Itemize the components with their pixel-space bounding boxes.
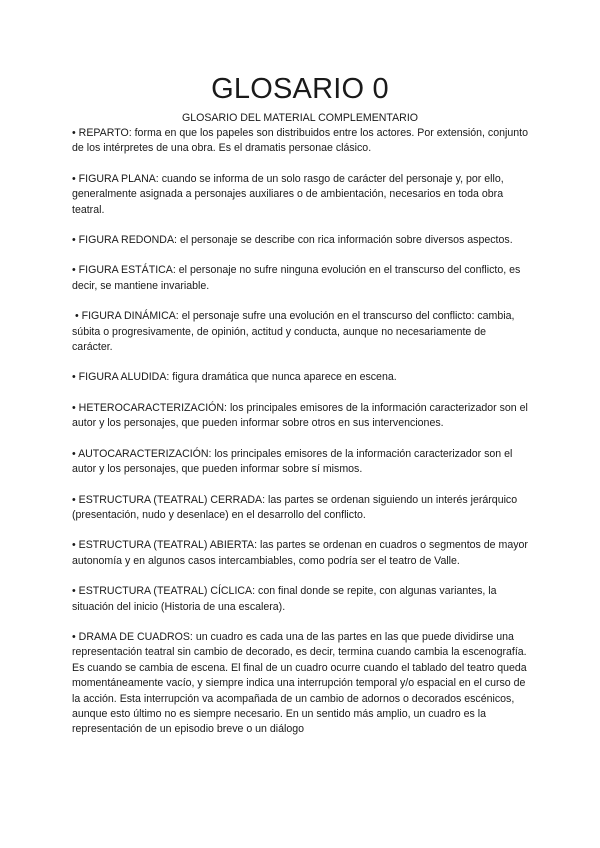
entry-definition: los principales emisores de la información caracterizador son el autor y los personajes, que pueden informar sobre sí mismos. (72, 447, 513, 476)
bullet-icon: • (72, 234, 76, 247)
glossary-entry-figura-dinamica (72, 309, 528, 355)
entry-definition: las partes se ordenan siguiendo un interés jerárquico (presentación, nudo y desenlace) en el desarrollo del conflicto. (72, 493, 518, 521)
entry-definition: un cuadro es cada una de las partes en las que puede dividirse una representación teatral sin cambio de decorado, es decir, termina cuando cambia la escenografía. Es cuando se cambia de escena. El final de un cuadro ocurre cuando el tablado del teatro queda momentáneamente vacío, y siempre indica una interrupción temporal y/o espacial en el curso de la acción. Esta interrupción va acompañada de un cambio de adornos o decorados escénicos, aunque esto último no es siempre necesario. En un sentido más amplio, un cuadro es la representación de un episodio breve o un diálogo (72, 630, 527, 736)
glossary-entry-figura-estatica (72, 263, 528, 294)
entry-term: FIGURA ESTÁTICA: (78, 264, 176, 277)
bullet-icon: • (74, 310, 79, 323)
entry-definition: el personaje no sufre ninguna evolución en el transcurso del conflicto, es decir, se mantiene invariable. (72, 264, 521, 292)
entry-term: DRAMA DE CUADROS: (78, 630, 193, 643)
entry-definition: los principales emisores de la información caracterizador son el autor y los personajes, que pueden informar sobre otros en sus intervenciones. (72, 401, 528, 430)
entry-term: ESTRUCTURA (TEATRAL) CERRADA: (78, 493, 266, 506)
entry-definition: con final donde se repite, con algunas variantes, la situación del inicio (Historia de una escalera). (72, 585, 497, 613)
glossary-entry-drama-de-cuadros (72, 630, 528, 738)
glossary-entry-figura-aludida (72, 370, 528, 385)
entry-definition: cuando se informa de un solo rasgo de carácter del personaje y, por ello, generalmente asignada a personajes auxiliares o de ambientación, necesarios en toda obra teatral. (72, 172, 504, 216)
entry-definition: el personaje sufre una evolución en el transcurso del conflicto: cambia, súbita o progresivamente, de opinión, actitud y conducta, aunque no necesariamente de carácter. (72, 310, 515, 354)
glossary-entry-estructura-abierta (72, 538, 528, 569)
glossary-list (72, 126, 528, 738)
entry-term: REPARTO: (78, 127, 132, 139)
bullet-icon: • (72, 371, 76, 384)
glossary-entry-figura-plana (72, 172, 528, 218)
glossary-entry-estructura-cerrada (72, 493, 528, 524)
bullet-icon: • (72, 172, 76, 185)
entry-term: FIGURA ALUDIDA: (78, 371, 170, 384)
page-title: GLOSARIO 0 (211, 73, 389, 105)
bullet-icon: • (72, 630, 76, 643)
page-subtitle: GLOSARIO DEL MATERIAL COMPLEMENTARIO (181, 112, 419, 124)
entry-definition: figura dramática que nunca aparece en escena. (172, 371, 397, 384)
entry-definition: forma en que los papeles son distribuidos entre los actores. Por extensión, conjunto de los intérpretes de una obra. Es el dramatis personae clásico. (72, 127, 528, 155)
bullet-icon: • (72, 585, 76, 598)
entry-definition: el personaje se describe con rica información sobre diversos aspectos. (179, 234, 513, 247)
entry-term: FIGURA DINÁMICA: (81, 310, 179, 323)
bullet-icon: • (72, 401, 76, 414)
entry-term: HETEROCARACTERIZACIÓN: (78, 401, 227, 414)
entry-term: ESTRUCTURA (TEATRAL) ABIERTA: (78, 539, 258, 552)
bullet-icon: • (72, 539, 76, 552)
bullet-icon: • (72, 264, 76, 277)
bullet-icon: • (72, 447, 76, 460)
bullet-icon: • (72, 127, 76, 139)
glossary-entry-heterocaracterizacion (72, 401, 528, 432)
entry-definition: las partes se ordenan en cuadros o segmentos de mayor autonomía y en algunos casos intercambiables, como podría ser el teatro de Valle. (72, 539, 528, 567)
bullet-icon: • (72, 493, 76, 506)
glossary-entry-estructura-ciclica (72, 584, 528, 615)
entry-term: AUTOCARACTERIZACIÓN: (78, 447, 212, 460)
entry-term: ESTRUCTURA (TEATRAL) CÍCLICA: (78, 585, 256, 598)
glossary-entry-autocaracterizacion (72, 447, 528, 478)
entry-term: FIGURA PLANA: (78, 172, 159, 185)
entry-term: FIGURA REDONDA: (78, 234, 177, 247)
glossary-entry-reparto (72, 126, 528, 157)
glossary-entry-figura-redonda (72, 233, 528, 248)
